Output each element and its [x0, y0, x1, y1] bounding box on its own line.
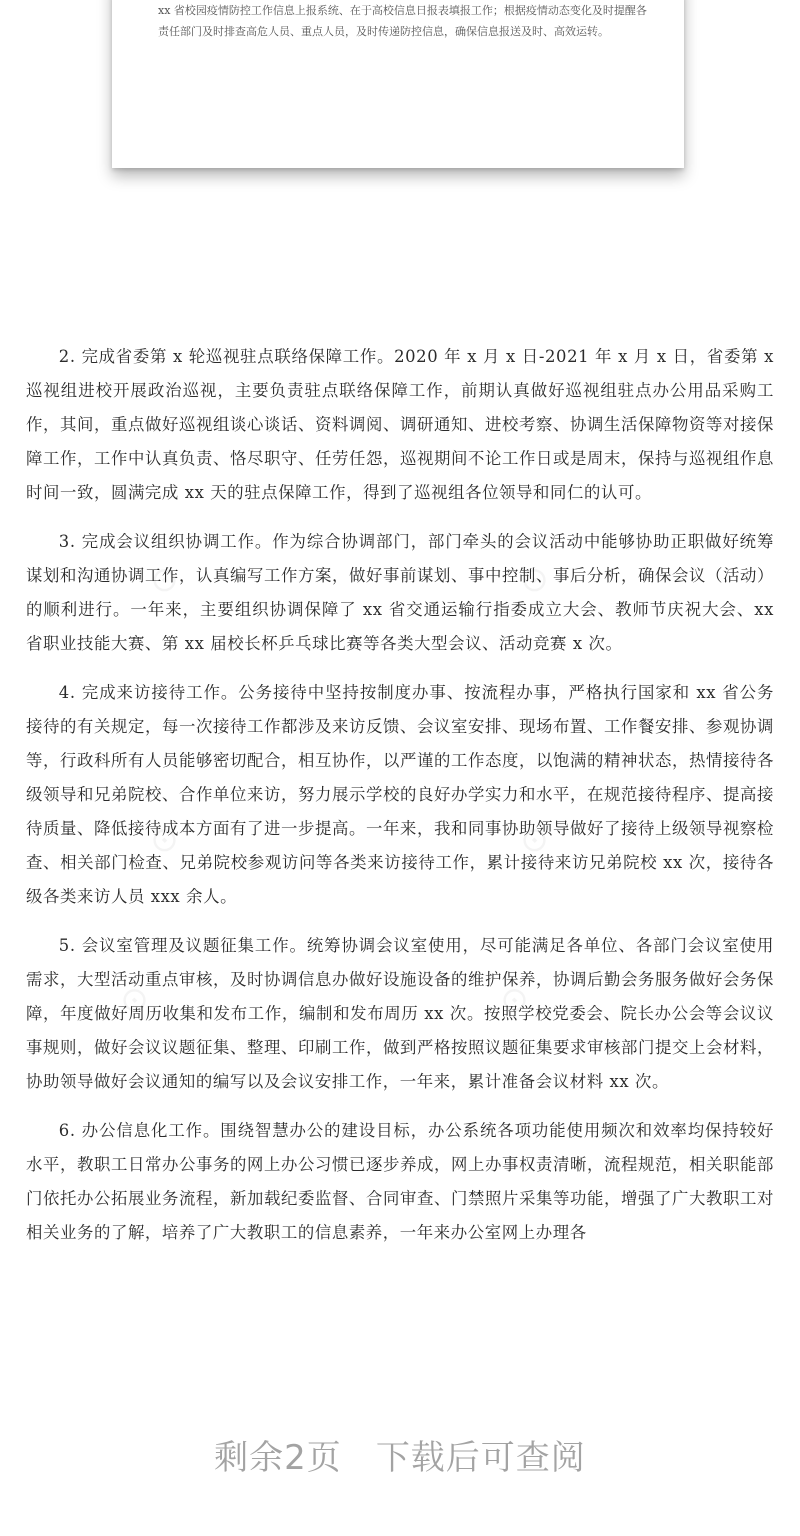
document-body [26, 340, 774, 1265]
remaining-pages-label: 剩余2页 [214, 1438, 342, 1478]
preview-card-text: xx 省校园疫情防控工作信息上报系统、在于高校信息日报表填报工作；根据疫情动态变化及时提醒各责任部门及时排查高危人员、重点人员，及时传递防控信息，确保信息报送及时、高效运转。 [158, 4, 647, 38]
paragraph-5: 5. 会议室管理及议题征集工作。统筹协调会议室使用，尽可能满足各单位、各部门会议室使用需求，大型活动重点审核，及时协调信息办做好设施设备的维护保养，协调后勤会务服务做好会务保障，年度做好周历收集和发布工作，编制和发布周历 xx 次。按照学校党委会、院长办公会等会议议事规则，做好会议议题征集、整理、印刷工作，做到严格按照议题征集要求审核部门提交上会材料，协助领导做好会议通知的编写以及会议安排工作，一年来，累计准备会议材料 xx 次。 [26, 936, 774, 1091]
paragraph-3: 3. 完成会议组织协调工作。作为综合协调部门，部门牵头的会议活动中能够协助正职做好统筹谋划和沟通协调工作，认真编写工作方案，做好事前谋划、事中控制、事后分析，确保会议（活动）的顺利进行。一年来，主要组织协调保障了 xx 省交通运输行指委成立大会、教师节庆祝大会、xx 省职业技能大赛、第 xx 届校长杯乒乓球比赛等各类大型会议、活动竞赛 x 次。 [26, 532, 774, 653]
download-hint-label: 下载后可查阅 [375, 1438, 586, 1478]
remaining-pages-notice[interactable] [0, 1430, 800, 1479]
paragraph-4: 4. 完成来访接待工作。公务接待中坚持按制度办事、按流程办事，严格执行国家和 xx 省公务接待的有关规定，每一次接待工作都涉及来访反馈、会议室安排、现场布置、工作餐安排、参观协调等，行政科所有人员能够密切配合，相互协作，以严谨的工作态度，以饱满的精神状态，热情接待各级领导和兄弟院校、合作单位来访，努力展示学校的良好办学实力和水平，在规范接待程序、提高接待质量、降低接待成本方面有了进一步提高。一年来，我和同事协助领导做好了接待上级领导视察检查、相关部门检查、兄弟院校参观访问等各类来访接待工作，累计接待来访兄弟院校 xx 次，接待各级各类来访人员 xxx 余人。 [26, 683, 774, 906]
document-preview-card [112, 0, 684, 168]
paragraph-2: 2. 完成省委第 x 轮巡视驻点联络保障工作。2020 年 x 月 x 日-2021 年 x 月 x 日，省委第 x 巡视组进校开展政治巡视，主要负责驻点联络保障工作，前期认真做好巡视组驻点办公用品采购工作，其间，重点做好巡视组谈心谈话、资料调阅、调研通知、进校考察、协调生活保障物资等对接保障工作，工作中认真负责、恪尽职守、任劳任怨，巡视期间不论工作日或是周末，保持与巡视组作息时间一致，圆满完成 xx 天的驻点保障工作，得到了巡视组各位领导和同仁的认可。 [26, 347, 774, 502]
paragraph-6: 6. 办公信息化工作。围绕智慧办公的建设目标，办公系统各项功能使用频次和效率均保持较好水平，教职工日常办公事务的网上办公习惯已逐步养成，网上办事权责清晰，流程规范，相关职能部门依托办公拓展业务流程，新加载纪委监督、合同审查、门禁照片采集等功能，增强了广大教职工对相关业务的了解，培养了广大教职工的信息素养，一年来办公室网上办理各 [26, 1121, 774, 1242]
